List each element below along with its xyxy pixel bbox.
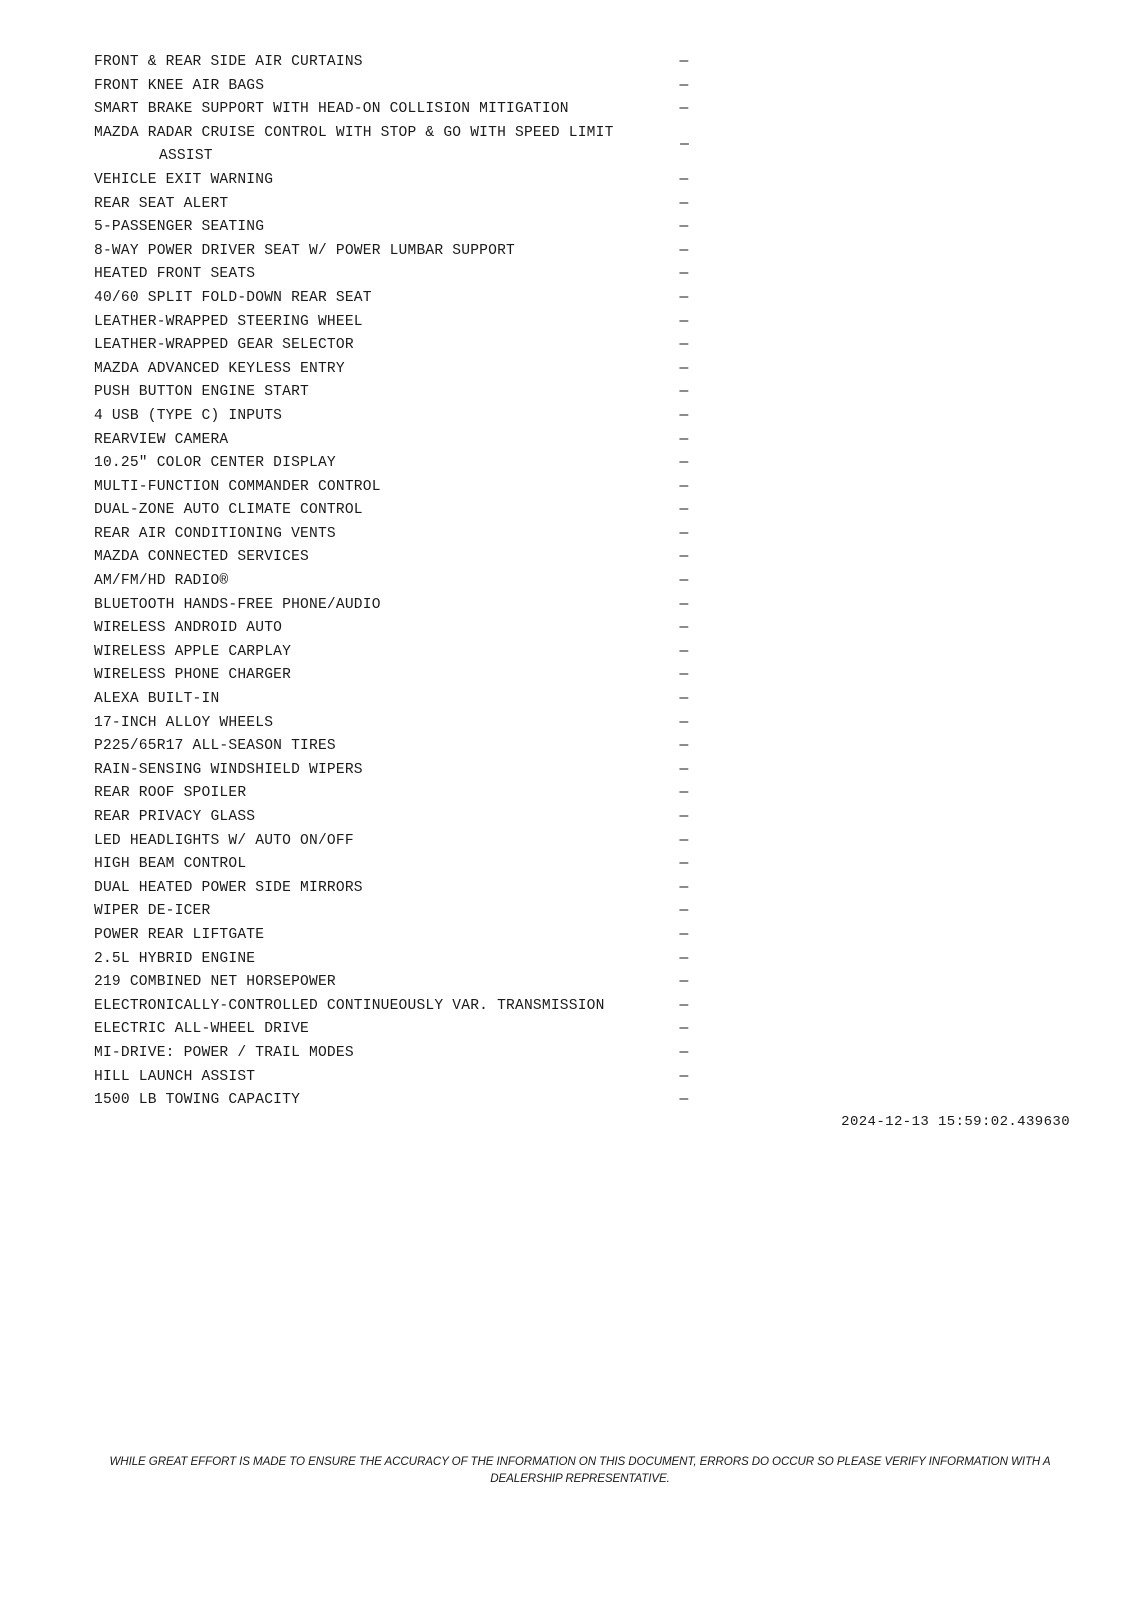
feature-label: MAZDA RADAR CRUISE CONTROL WITH STOP & GO WITH SPEED LIMIT ASSIST xyxy=(94,124,623,165)
feature-label: LED HEADLIGHTS W/ AUTO ON/OFF xyxy=(94,832,354,849)
print-timestamp: 2024-12-13 15:59:02.439630 xyxy=(841,1114,1070,1130)
feature-value: — xyxy=(679,525,689,542)
feature-value: — xyxy=(679,738,689,755)
feature-label: WIRELESS ANDROID AUTO xyxy=(94,620,283,637)
feature-row xyxy=(94,641,694,665)
feature-value: — xyxy=(679,1044,689,1061)
feature-row xyxy=(94,263,694,287)
feature-label: 2.5L HYBRID ENGINE xyxy=(94,950,256,967)
feature-label: LEATHER-WRAPPED GEAR SELECTOR xyxy=(94,337,354,354)
feature-value: — xyxy=(679,455,689,472)
feature-value: — xyxy=(679,242,689,259)
feature-value: — xyxy=(679,974,689,991)
feature-value: — xyxy=(679,667,689,684)
feature-label: POWER REAR LIFTGATE xyxy=(94,926,265,943)
feature-label: ELECTRONICALLY-CONTROLLED CONTINUEOUSLY VAR. TRANSMISSION xyxy=(94,997,605,1014)
feature-label: VEHICLE EXIT WARNING xyxy=(94,171,274,188)
feature-label: REAR ROOF SPOILER xyxy=(94,785,247,802)
feature-row xyxy=(94,782,694,806)
feature-value: — xyxy=(679,1092,689,1109)
feature-row xyxy=(94,688,694,712)
feature-label: 4 USB (TYPE C) INPUTS xyxy=(94,407,283,424)
feature-value: — xyxy=(679,596,689,613)
feature-row xyxy=(94,1089,694,1113)
feature-row xyxy=(94,1018,694,1042)
feature-label: DUAL-ZONE AUTO CLIMATE CONTROL xyxy=(94,502,363,519)
feature-row xyxy=(94,429,694,453)
feature-value: — xyxy=(679,313,689,330)
feature-value: — xyxy=(679,761,689,778)
feature-label: 219 COMBINED NET HORSEPOWER xyxy=(94,974,336,991)
feature-value: — xyxy=(679,1021,689,1038)
feature-value: — xyxy=(679,289,689,306)
feature-label: WIRELESS APPLE CARPLAY xyxy=(94,643,292,660)
feature-row xyxy=(94,523,694,547)
feature-row xyxy=(94,476,694,500)
feature-row xyxy=(94,311,694,335)
feature-row xyxy=(94,452,694,476)
feature-row xyxy=(94,98,694,122)
feature-row xyxy=(94,948,694,972)
feature-value: — xyxy=(679,926,689,943)
feature-value: — xyxy=(679,502,689,519)
feature-row xyxy=(94,499,694,523)
feature-value: — xyxy=(679,431,689,448)
feature-label: MULTI-FUNCTION COMMANDER CONTROL xyxy=(94,478,381,495)
feature-row xyxy=(94,546,694,570)
feature-label: ELECTRIC ALL-WHEEL DRIVE xyxy=(94,1021,309,1038)
feature-value: — xyxy=(679,809,689,825)
feature-label: MAZDA CONNECTED SERVICES xyxy=(94,549,309,566)
feature-value: — xyxy=(679,195,689,212)
feature-label: REAR AIR CONDITIONING VENTS xyxy=(94,525,336,542)
feature-row xyxy=(94,664,694,688)
feature-row xyxy=(94,122,694,169)
feature-row xyxy=(94,216,694,240)
feature-row xyxy=(94,971,694,995)
feature-label: 17-INCH ALLOY WHEELS xyxy=(94,714,274,731)
feature-value: — xyxy=(679,620,689,637)
feature-value: — xyxy=(679,879,689,896)
feature-row xyxy=(94,853,694,877)
feature-row xyxy=(94,358,694,382)
feature-label: 5-PASSENGER SEATING xyxy=(94,219,265,236)
feature-label: PUSH BUTTON ENGINE START xyxy=(94,384,309,401)
feature-value: — xyxy=(679,643,689,660)
feature-row xyxy=(94,617,694,641)
feature-value: — xyxy=(679,950,689,967)
feature-value: — xyxy=(679,785,689,802)
feature-row xyxy=(94,830,694,854)
feature-label: WIPER DE-ICER xyxy=(94,903,211,920)
feature-label: SMART BRAKE SUPPORT WITH HEAD-ON COLLISION MITIGATION xyxy=(94,101,569,118)
feature-label: 10.25" COLOR CENTER DISPLAY xyxy=(94,455,336,472)
feature-label: MAZDA ADVANCED KEYLESS ENTRY xyxy=(94,360,345,377)
feature-value: — xyxy=(679,54,689,70)
feature-label: HILL LAUNCH ASSIST xyxy=(94,1068,256,1085)
feature-value: — xyxy=(679,714,689,731)
feature-value: — xyxy=(679,903,689,920)
feature-label: 1500 LB TOWING CAPACITY xyxy=(94,1092,301,1109)
feature-label: BLUETOOTH HANDS-FREE PHONE/AUDIO xyxy=(94,596,381,613)
feature-label: REARVIEW CAMERA xyxy=(94,431,229,448)
feature-row xyxy=(94,51,694,75)
feature-row xyxy=(94,334,694,358)
feature-value: — xyxy=(679,384,689,401)
feature-row xyxy=(94,900,694,924)
feature-row xyxy=(94,405,694,429)
feature-row xyxy=(94,193,694,217)
feature-value: — xyxy=(680,136,690,153)
accuracy-disclaimer: WHILE GREAT EFFORT IS MADE TO ENSURE THE ACCURACY OF THE INFORMATION ON THIS DOCUMENT, ERRORS DO OCCUR SO PLEASE VERIFY INFORMATION WITH A DEALERSHIP REPRESENTATIVE. xyxy=(109,1455,1051,1485)
feature-value: — xyxy=(679,266,689,283)
feature-label: 40/60 SPLIT FOLD-DOWN REAR SEAT xyxy=(94,289,372,306)
feature-value: — xyxy=(679,407,689,424)
feature-row xyxy=(94,594,694,618)
feature-value: — xyxy=(679,478,689,495)
feature-label: REAR SEAT ALERT xyxy=(94,195,229,212)
feature-label: FRONT & REAR SIDE AIR CURTAINS xyxy=(94,54,363,70)
feature-value: — xyxy=(679,101,689,118)
feature-value: — xyxy=(679,77,689,94)
feature-label: DUAL HEATED POWER SIDE MIRRORS xyxy=(94,879,363,896)
feature-row xyxy=(94,169,694,193)
feature-label: ALEXA BUILT-IN xyxy=(94,691,220,708)
feature-label: MI-DRIVE: POWER / TRAIL MODES xyxy=(94,1044,354,1061)
feature-row xyxy=(94,735,694,759)
feature-value: — xyxy=(679,832,689,849)
feature-label: WIRELESS PHONE CHARGER xyxy=(94,667,292,684)
feature-row xyxy=(94,75,694,99)
feature-label: AM/FM/HD RADIO® xyxy=(94,573,229,590)
feature-label: REAR PRIVACY GLASS xyxy=(94,809,256,825)
feature-label: P225/65R17 ALL-SEASON TIRES xyxy=(94,738,336,755)
feature-row xyxy=(94,712,694,736)
feature-row xyxy=(94,570,694,594)
feature-label: 8-WAY POWER DRIVER SEAT W/ POWER LUMBAR SUPPORT xyxy=(94,242,516,259)
feature-label: LEATHER-WRAPPED STEERING WHEEL xyxy=(94,313,363,330)
feature-label: RAIN-SENSING WINDSHIELD WIPERS xyxy=(94,761,363,778)
feature-list xyxy=(94,51,694,1113)
feature-value: — xyxy=(679,997,689,1014)
feature-row xyxy=(94,924,694,948)
feature-row xyxy=(94,1042,694,1066)
feature-value: — xyxy=(679,219,689,236)
feature-label: HEATED FRONT SEATS xyxy=(94,266,256,283)
feature-row xyxy=(94,877,694,901)
feature-value: — xyxy=(679,171,689,188)
feature-row xyxy=(94,995,694,1019)
feature-value: — xyxy=(679,549,689,566)
feature-value: — xyxy=(679,1068,689,1085)
feature-value: — xyxy=(679,856,689,873)
feature-label: HIGH BEAM CONTROL xyxy=(94,856,247,873)
feature-row xyxy=(94,240,694,264)
feature-label: FRONT KNEE AIR BAGS xyxy=(94,77,265,94)
feature-value: — xyxy=(679,573,689,590)
feature-value: — xyxy=(679,360,689,377)
feature-row xyxy=(94,806,694,830)
feature-value: — xyxy=(679,691,689,708)
feature-value: — xyxy=(679,337,689,354)
feature-row xyxy=(94,759,694,783)
feature-row xyxy=(94,381,694,405)
feature-row xyxy=(94,287,694,311)
feature-row xyxy=(94,1066,694,1090)
